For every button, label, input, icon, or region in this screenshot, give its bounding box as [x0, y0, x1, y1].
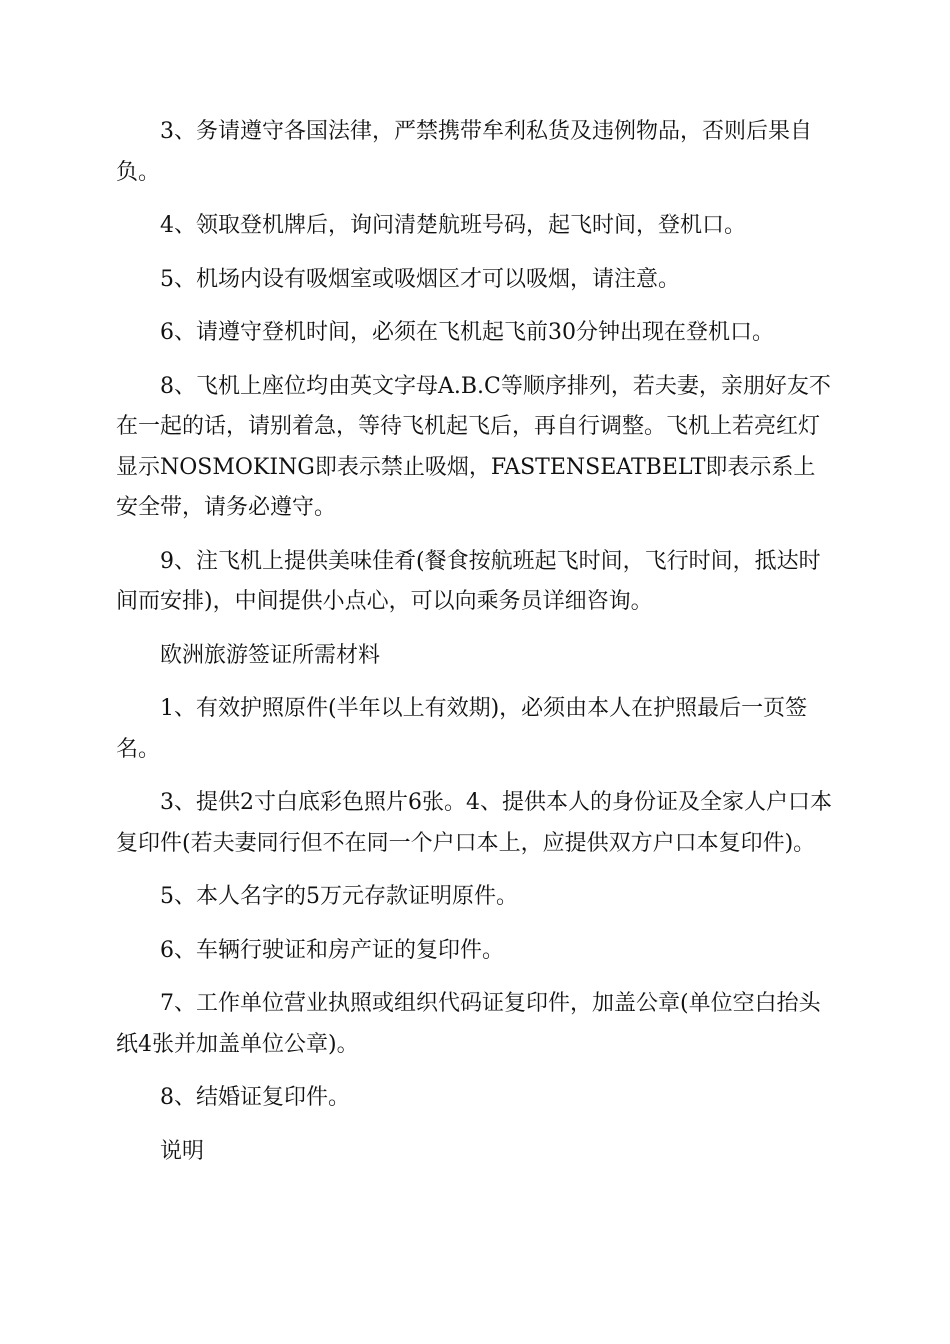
paragraph-item-6-boarding-time: 6、请遵守登机时间，必须在飞机起飞前30分钟出现在登机口。	[160, 320, 774, 345]
paragraph-item-1-passport: 1、有效护照原件(半年以上有效期)，必须由本人在护照最后一页签名。	[116, 696, 808, 762]
paragraph-item-8-marriage: 8、结婚证复印件。	[160, 1085, 350, 1110]
paragraph-item-8-seating: 8、飞机上座位均由英文字母A.B.C等顺序排列，若夫妻，亲朋好友不在一起的话，请别着急，等待飞机起飞后，再自行调整。飞机上若亮红灯显示NOSMOKING即表示禁止吸烟，FASTENSEATBELT即表示系上安全带，请务必遵守。	[116, 373, 831, 520]
paragraph-item-6-vehicle-property: 6、车辆行驶证和房产证的复印件。	[160, 937, 504, 963]
section-heading-notes: 说明	[160, 1138, 205, 1164]
document-page	[116, 112, 836, 1172]
paragraph-item-4-boarding-pass: 4、领取登机牌后，询问清楚航班号码，起飞时间，登机口。	[160, 213, 746, 238]
paragraph-item-3-photos: 3、提供2寸白底彩色照片6张。4、提供本人的身份证及全家人户口本复印件(若夫妻同行但不在同一个户口本上，应提供双方户口本复印件)。	[116, 790, 832, 856]
paragraph-item-5-deposit: 5、本人名字的5万元存款证明原件。	[160, 884, 518, 909]
paragraph-item-9-meals: 9、注飞机上提供美味佳肴(餐食按航班起飞时间，飞行时间，抵达时间而安排)，中间提供小点心，可以向乘务员详细咨询。	[116, 548, 821, 614]
paragraph-item-7-business-license: 7、工作单位营业执照或组织代码证复印件，加盖公章(单位空白抬头纸4张并加盖单位公章)。	[116, 991, 821, 1057]
section-heading-visa-materials: 欧洲旅游签证所需材料	[160, 642, 381, 668]
paragraph-item-3-law: 3、务请遵守各国法律，严禁携带牟利私货及违例物品，否则后果自负。	[116, 119, 812, 185]
paragraph-item-5-smoking: 5、机场内设有吸烟室或吸烟区才可以吸烟，请注意。	[160, 266, 680, 292]
